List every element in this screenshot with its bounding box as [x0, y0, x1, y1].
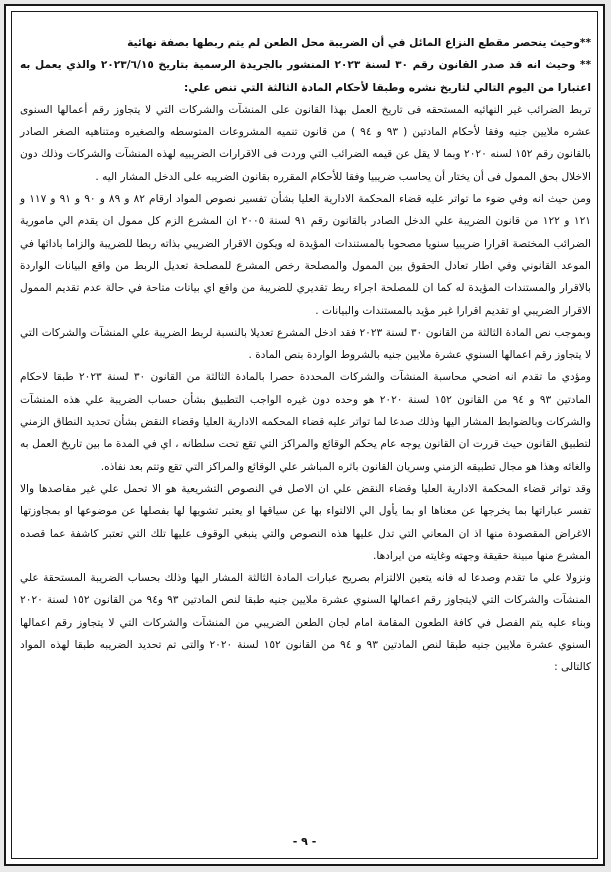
document-body	[20, 32, 591, 679]
page-number: - ٩ -	[292, 835, 317, 848]
document-page	[4, 4, 605, 866]
paragraph-article-three-text: تربط الضرائب غير النهائيه المستحقه فى تاريخ العمل بهذا القانون على المنشآت والشركات التي لا يتجاوز رقم أعمالها السنوى عشره ملايين جنيه وفقا لأحكام المادتين ( ٩٣ و ٩٤ ) من قانون تنميه المشروعات المتوسطه والصغيره ومتناهيه الصغر الصادر بالقانون رقم ١٥٢ لسنه ٢٠٢٠ وبما لا يقل عن قيمه الضرائب التي وردت فى الاقرارات الضريبيه لهذه المنشآت والشركات وذلك دون الاخلال بحق الممول فى أن يختار أن يحاسب ضريبيا وفقا للأحكام المقرره بقانون الضريبه على الدخل المشار اليه .	[20, 103, 591, 183]
paragraph-interpretation-principle: وقد تواتر قضاء المحكمة الادارية العليا وقضاء النقض علي ان الاصل في النصوص التشريعية هو الا تحمل علي غير مقاصدها والا تفسر عباراتها بما يخرجها عن معناها او بما يأول الي الالتواء بها عن سياقها او يعتبر تشويها لها بفصلها عن موضوعها او بمجاوزتها الاغراض المقصودة منها اذ ان المعاني التي تدل عليها هذه النصوص والتي ينبغي الوقوف عليها تلك التي تعتبر كاشفة عما قصده المشرع منها مبينة حقيقة وجهته وغايته من ايرادها.	[20, 482, 591, 562]
paragraph-law-30-2023: ** وحيث انه قد صدر القانون رقم ٣٠ لسنة ٢٠٢٣ المنشور بالجريدة الرسمية بتاريخ ٢٠٢٣/٦/١٥ والذي يعمل به اعتبارا من اليوم التالي لتاريخ نشره وطبقا لأحكام المادة الثالثة التي تنص علي:	[20, 59, 591, 94]
paragraph-dispute-scope: **وحيث ينحصر مقطع النزاع المائل في أن الضريبة محل الطعن لم يتم ربطها بصفة نهائية	[127, 37, 591, 49]
paragraph-consequence: ومؤدي ما تقدم انه اضحي محاسبة المنشآت والشركات المحددة حصرا بالمادة الثالثة من القانون ٣٠ لسنة ٢٠٢٣ طبقا لاحكام المادتين ٩٣ و ٩٤ من القانون ١٥٢ لسنة ٢٠٢٠ هو وحده دون غيره الواجب التطبيق بشأن حساب الضريبة علي هذه المنشآت والشركات وبالضوابط المشار اليها وذلك صدعا لما تواتر عليه قضاء المحكمه الادارية العليا وقضاء النقض بشأن تحديد النطاق الزمني لتطبيق القانون حيث قررت ان القانون يوجه عام يحكم الوقائع والمراكز التي تقع تحت سلطانه ، اي في المدة ما بين تاريخ العمل به والغائه وهذا هو مجال تطبيقه الزمني وسريان القانون باثره المباشر علي الوقائع والمراكز التي تقع وتتم بعد نفاذه.	[20, 371, 592, 473]
paragraph-conclusion: ونزولا علي ما تقدم وصدعا له فانه يتعين الالتزام بصريح عبارات المادة الثالثة المشار اليها وذلك بحساب الضريبة المستحقة علي المنشآت والشركات التي لايتجاوز رقم اعمالها السنوي عشرة ملايين جنيه طبقا لنص المادتين ٩٣ و٩٤ من القانون ١٥٢ لسنة ٢٠٢٠ وبناء عليه يتم الفصل في كافة الطعون المقامة امام لجان الطعن الضريبي من المنشآت والشركات التي لا يتجاوز رقم اعمالها السنوي عشرة ملايين جنيه طبقا لنص المادتين ٩٣ و ٩٤ من القانون ١٥٢ لسنة ٢٠٢٠ والتى تم تحديد الضريبه طبقا لهذه المواد كالتالى :	[20, 572, 591, 674]
paragraph-amendment: وبموجب نص المادة الثالثة من القانون ٣٠ لسنة ٢٠٢٣ فقد ادخل المشرع تعديلا بالنسبة لربط الضريبة علي المنشآت والشركات التي لا يتجاوز رقم اعمالها السنوي عشرة ملايين جنيه بالشروط الواردة بنص المادة .	[20, 326, 592, 362]
paragraph-supreme-court-interpretation: ومن حيث انه وفي ضوء ما تواتر عليه قضاء المحكمة الادارية العليا بشأن تفسير نصوص المواد ارقام ٨٢ و ٨٩ و ٩٠ و ٩١ و ١١٧ و ١٢١ و ١٢٢ من قانون الضريبة علي الدخل الصادر بالقانون رقم ٩١ لسنة ٢٠٠٥ ان المشرع الزم كل ممول ان يقدم الي مامورية الضرائب المختصة اقرارا ضريبيا سنويا مصحوبا بالمستندات المؤيدة له ويكون الاقرار الضريبي بذاته ربطا للضريبة والزاما بادائها في الموعد القانوني وفي اطار تعادل الحقوق بين الممول والمصلحة رخص المشرع للمصلحة تعديل الربط من واقع البيانات الواردة بالاقرار والمستندات المؤيدة له كما ان للمصلحة اجراء ربط تقديري للضريبة من واقع اي بيانات متاحة في حالة عدم تقديم الممول الاقرار الضريبي او تقديم اقرارا غير مؤيد بالمستندات والبيانات .	[20, 193, 591, 317]
